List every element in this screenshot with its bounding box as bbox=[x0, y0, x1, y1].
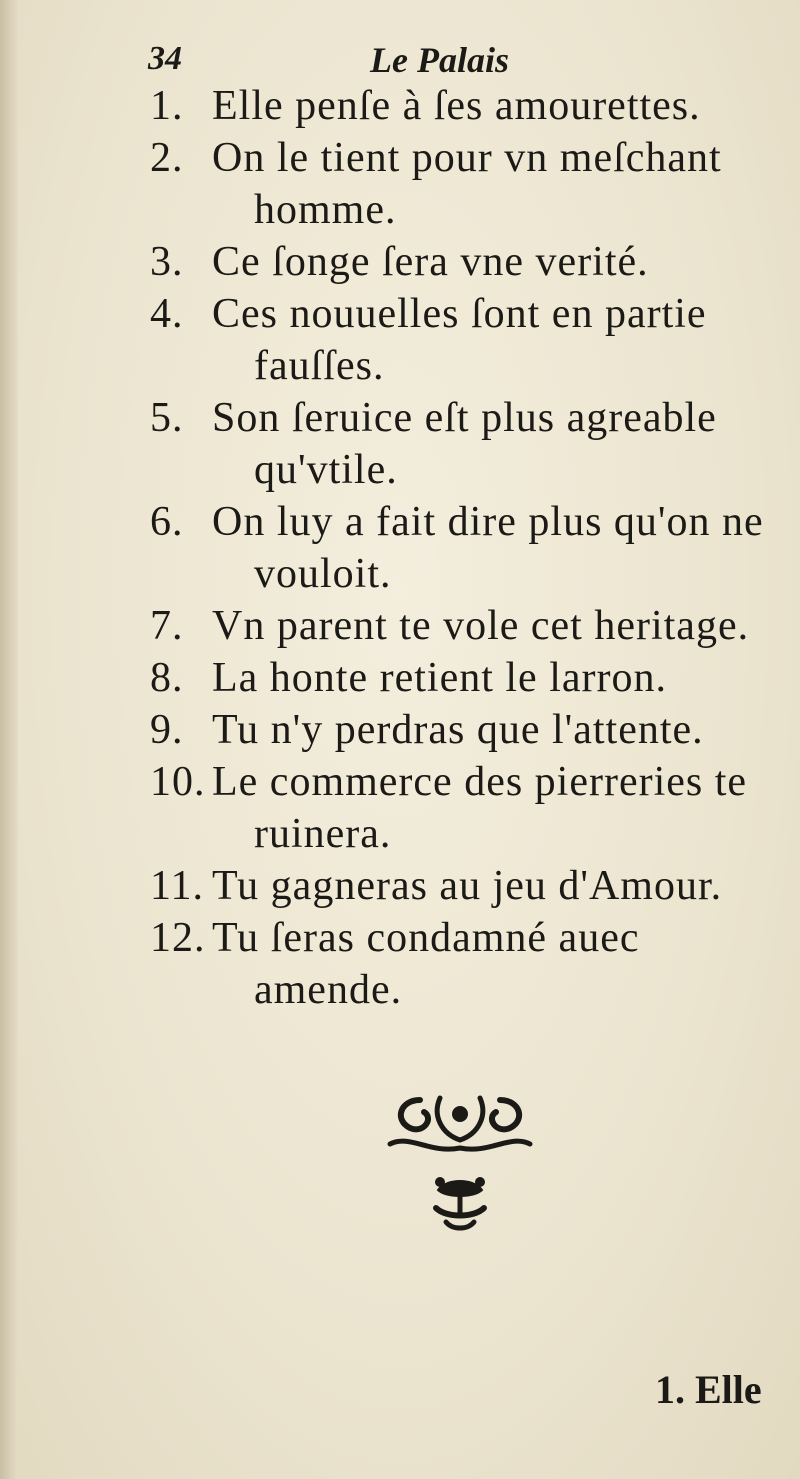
page-gutter bbox=[0, 0, 18, 1479]
item-text: Tu ſeras condamné auec bbox=[212, 915, 640, 961]
list-item bbox=[150, 756, 790, 860]
item-number: 3. bbox=[150, 239, 184, 285]
printers-ornament-icon bbox=[380, 1090, 540, 1240]
list-item bbox=[150, 704, 790, 756]
item-number: 8. bbox=[150, 655, 184, 701]
item-number: 9. bbox=[150, 707, 184, 753]
page-number: 34 bbox=[148, 40, 182, 77]
item-text-continuation: homme. bbox=[254, 187, 397, 233]
catchword: 1. Elle bbox=[655, 1367, 762, 1412]
list-item bbox=[150, 392, 790, 496]
item-number: 5. bbox=[150, 395, 184, 441]
item-text: Le commerce des pierreries te bbox=[212, 759, 748, 805]
item-text-continuation: vouloit. bbox=[254, 551, 392, 597]
list-item bbox=[150, 496, 790, 600]
item-text: Elle penſe à ſes amourettes. bbox=[212, 83, 701, 129]
item-number: 10. bbox=[150, 759, 206, 805]
list-item bbox=[150, 652, 790, 704]
list-item bbox=[150, 600, 790, 652]
item-number: 7. bbox=[150, 603, 184, 649]
item-text-continuation: amende. bbox=[254, 967, 403, 1013]
list-item bbox=[150, 288, 790, 392]
list-item bbox=[150, 132, 790, 236]
item-text: Tu gagneras au jeu d'Amour. bbox=[212, 863, 723, 909]
list-item bbox=[150, 860, 790, 912]
numbered-list bbox=[150, 80, 790, 1016]
item-number: 6. bbox=[150, 499, 184, 545]
item-text: Ce ſonge ſera vne verité. bbox=[212, 239, 649, 285]
item-number: 4. bbox=[150, 291, 184, 337]
item-number: 11. bbox=[150, 863, 204, 909]
item-number: 1. bbox=[150, 83, 184, 129]
item-text-continuation: ruinera. bbox=[254, 811, 392, 857]
item-text: Son ſeruice eſt plus agreable bbox=[212, 395, 717, 441]
list-item bbox=[150, 80, 790, 132]
list-item bbox=[150, 236, 790, 288]
running-title: Le Palais bbox=[370, 40, 509, 80]
item-number: 12. bbox=[150, 915, 206, 961]
item-number: 2. bbox=[150, 135, 184, 181]
item-text: La honte retient le larron. bbox=[212, 655, 667, 701]
item-text-continuation: qu'vtile. bbox=[254, 447, 398, 493]
item-text: On luy a fait dire plus qu'on ne bbox=[212, 499, 764, 545]
item-text-continuation: fauſſes. bbox=[254, 343, 385, 389]
item-text: Ces nouuelles ſont en partie bbox=[212, 291, 707, 337]
item-text: On le tient pour vn meſchant bbox=[212, 135, 722, 181]
item-text: Vn parent te vole cet heritage. bbox=[212, 603, 750, 649]
list-item bbox=[150, 912, 790, 1016]
item-text: Tu n'y perdras que l'attente. bbox=[212, 707, 704, 753]
